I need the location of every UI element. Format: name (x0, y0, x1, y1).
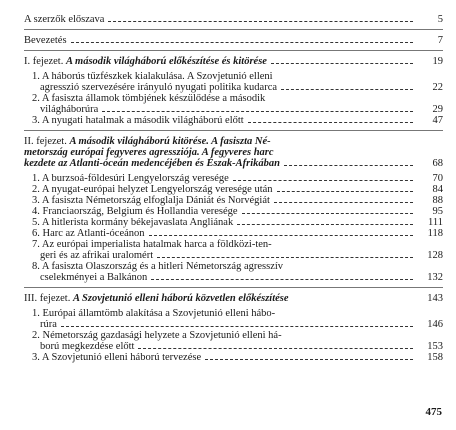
entry-label-line2: cselekményei a Balkánon (40, 272, 148, 283)
leader-dashes (61, 326, 413, 327)
entry-label-line1: 8. A fasiszta Olaszország és a hitleri Németország agresszív (32, 261, 284, 272)
leader-dashes (71, 42, 413, 43)
entry-label: 2. A nyugat-európai helyzet Lengyelország veresége után (32, 184, 273, 195)
toc-entry (24, 352, 443, 363)
entry-label: 1. A burzsoá-földesúri Lengyelország veresége (32, 173, 229, 184)
leader-dashes (237, 224, 413, 225)
page-number: 19 (432, 56, 443, 67)
leader-dashes (284, 165, 413, 166)
entry-label-line1: 2. A fasiszta államok tömbjének készülődése a második (32, 93, 266, 104)
leader-dashes (108, 21, 413, 22)
toc-entry (24, 71, 443, 93)
entry-label: 3. A fasiszta Németország elfoglalja Dániát és Norvégiát (32, 195, 270, 206)
leader-dashes (157, 257, 413, 258)
divider (24, 50, 443, 51)
toc-entry (24, 115, 443, 126)
entry-label: 6. Harc az Atlanti-óceánon (32, 228, 145, 239)
entry-label: Bevezetés (24, 35, 67, 46)
page-number: 128 (427, 250, 443, 261)
chapter-title-line3: kezdete az Atlanti-óceán medencéjében és Észak-Afrikában (24, 158, 280, 169)
entry-label-line1: 1. A háborús tűzfészkek kialakulása. A Szovjetunió elleni (32, 71, 273, 82)
entry-label-line1: 2. Németország gazdasági helyzete a Szovjetunió elleni há- (32, 330, 282, 341)
page-footer-number: 475 (425, 406, 442, 418)
toc-entry (24, 228, 443, 239)
divider (24, 130, 443, 131)
entry-label: 3. A Szovjetunió elleni háború tervezése (32, 352, 202, 363)
entry-label-line2: ború megkezdése előtt (40, 341, 135, 352)
chapter-title: A második világháború előkészítése és kitörése (65, 56, 267, 67)
toc-entry (24, 206, 443, 217)
page-number: 29 (432, 104, 443, 115)
toc-entry-preface (24, 14, 443, 25)
entry-label-line2: geri és az afrikai uralomért (40, 250, 154, 261)
leader-dashes (151, 279, 413, 280)
page-number: 22 (432, 82, 443, 93)
toc-entry-intro (24, 35, 443, 46)
page-number: 158 (427, 352, 443, 363)
chapter-title-line1: A második világháború kitörése. A fasiszta Né- (69, 136, 271, 147)
page-number: 132 (427, 272, 443, 283)
toc-entry (24, 239, 443, 261)
page-number: 68 (432, 158, 443, 169)
toc-entry (24, 308, 443, 330)
chapter-heading-1 (24, 56, 443, 67)
page-number: 111 (428, 217, 443, 228)
leader-dashes (102, 111, 413, 112)
chapter-heading-3 (24, 293, 443, 304)
table-of-contents (24, 14, 443, 363)
leader-dashes (138, 348, 413, 349)
toc-entry (24, 330, 443, 352)
leader-dashes (149, 235, 413, 236)
leader-dashes (233, 180, 413, 181)
page-number: 88 (432, 195, 443, 206)
toc-entry (24, 195, 443, 206)
page-number: 153 (427, 341, 443, 352)
entry-label: 5. A hitlerista kormány békejavaslata Angliának (32, 217, 234, 228)
leader-dashes (242, 213, 413, 214)
page-number: 95 (432, 206, 443, 217)
entry-label: 3. A nyugati hatalmak a második világháború előtt (32, 115, 244, 126)
entry-label-line2: agresszió szervezésére irányuló nyugati politika kudarca (40, 82, 278, 93)
entry-label: 4. Franciaország, Belgium és Hollandia veresége (32, 206, 238, 217)
page-number: 47 (432, 115, 443, 126)
toc-entry (24, 184, 443, 195)
leader-dashes (274, 202, 413, 203)
toc-entry (24, 217, 443, 228)
entry-label-line1: 1. Európai államtömb alakítása a Szovjetunió elleni hábo- (32, 308, 276, 319)
page-number: 143 (427, 293, 443, 304)
page-number: 146 (427, 319, 443, 330)
chapter-title: A Szovjetunió elleni háború közvetlen előkészítése (72, 293, 289, 304)
toc-entry (24, 261, 443, 283)
divider (24, 287, 443, 288)
leader-dashes (205, 359, 413, 360)
leader-dashes (271, 63, 413, 64)
entry-label-line2: rúra (40, 319, 57, 330)
page-number: 7 (437, 35, 443, 46)
page-number: 84 (432, 184, 443, 195)
toc-entry (24, 93, 443, 115)
chapter-prefix: II. fejezet. (24, 136, 70, 147)
leader-dashes (281, 89, 413, 90)
leader-dashes (277, 191, 413, 192)
chapter-prefix: III. fejezet. (24, 293, 73, 304)
divider (24, 29, 443, 30)
leader-dashes (248, 122, 413, 123)
chapter-prefix: I. fejezet. (24, 56, 66, 67)
entry-label-line1: 7. Az európai imperialista hatalmak harca a földközi-ten- (32, 239, 272, 250)
toc-entry (24, 173, 443, 184)
entry-label-line2: világháborúra (40, 104, 99, 115)
page-number: 118 (427, 228, 443, 239)
chapter-heading-2 (24, 136, 443, 169)
chapter-title-line2: metország európai fegyveres agressziója. A fegyveres harc (24, 147, 274, 158)
page-number: 5 (437, 14, 443, 25)
page-number: 70 (432, 173, 443, 184)
entry-label: A szerzők előszava (24, 14, 105, 25)
